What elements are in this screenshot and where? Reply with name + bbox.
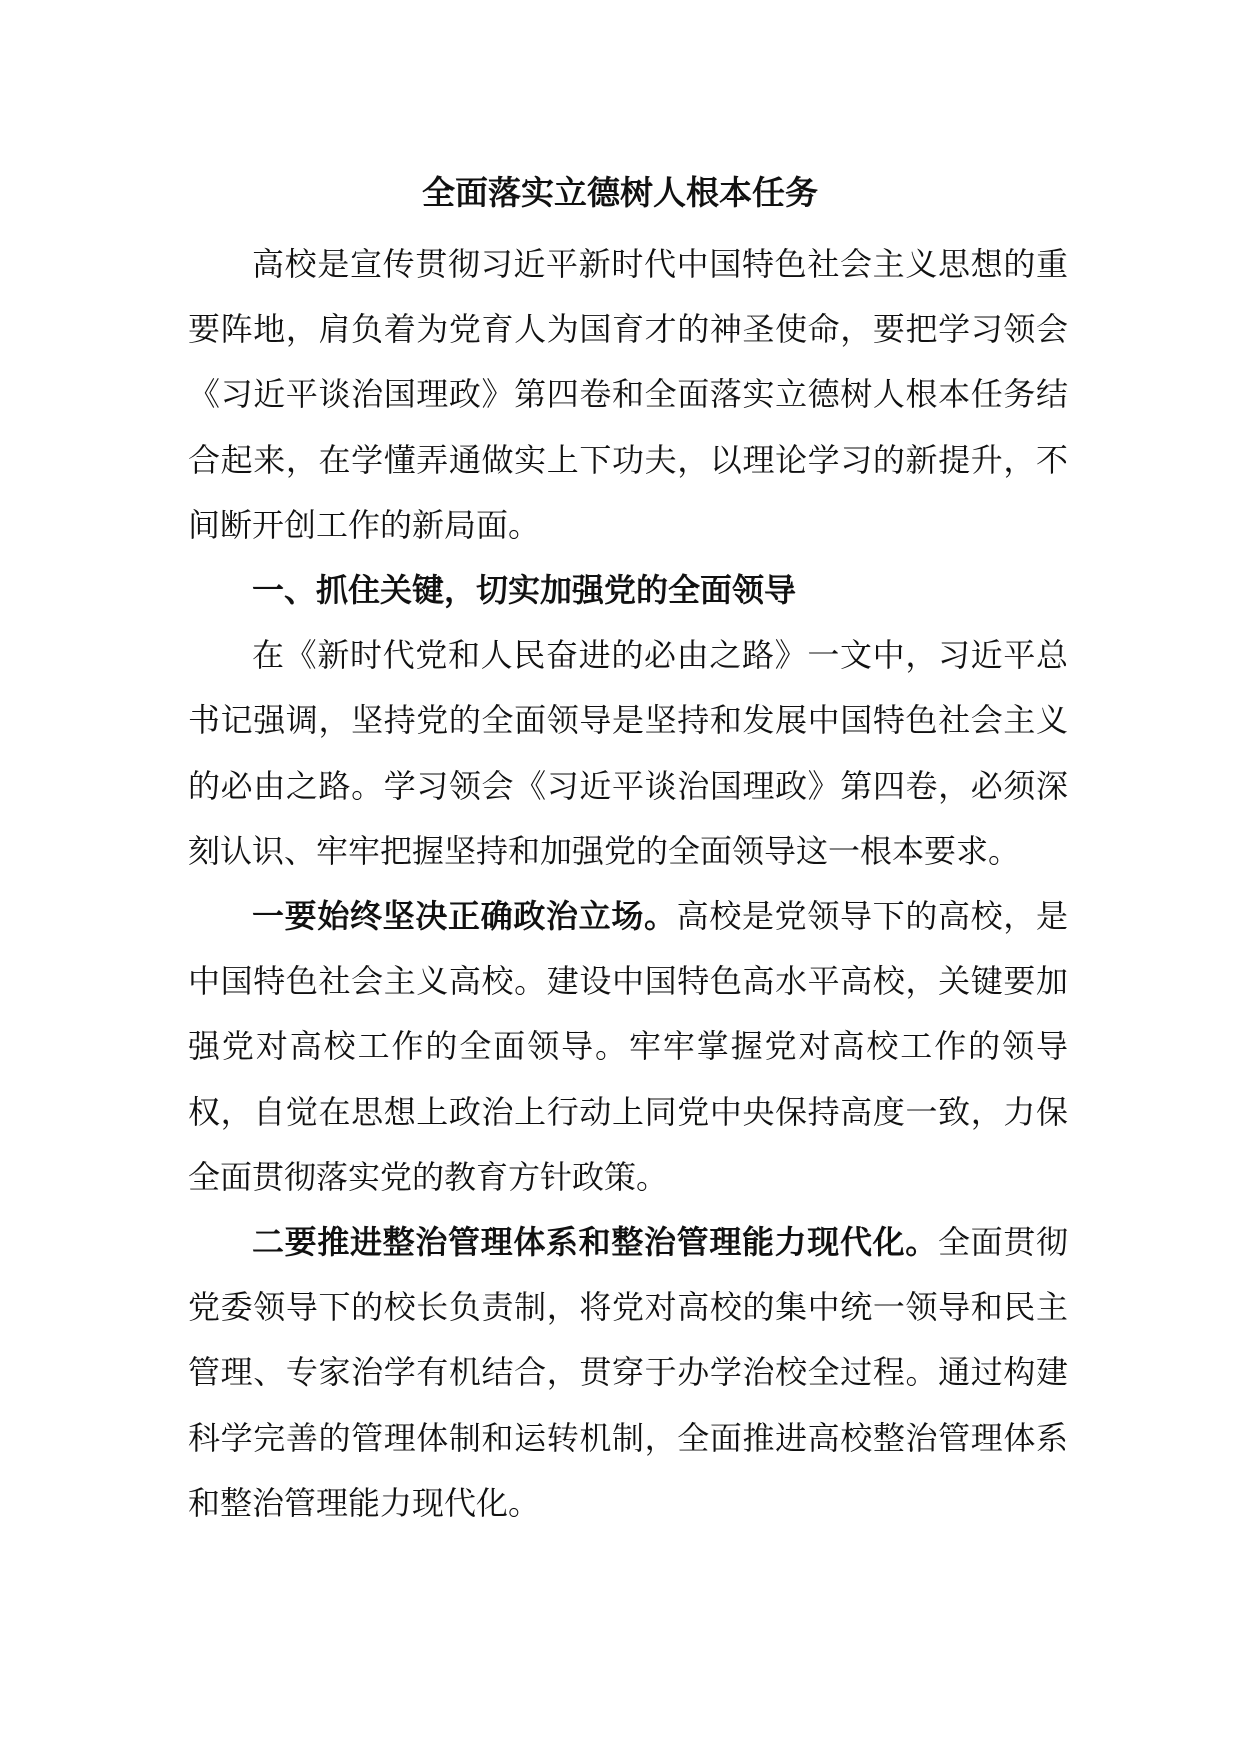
point-1-lead: 一要始终坚决正确政治立场。 bbox=[252, 897, 677, 936]
section-heading: 一、抓住关键，切实加强党的全面领导 bbox=[252, 571, 797, 610]
document-title: 全面落实立德树人根本任务 bbox=[422, 173, 818, 212]
point-paragraph-1 bbox=[188, 884, 1068, 1210]
point-1-text: 高校是党领导下的高校，是中国特色社会主义高校。建设中国特色高水平高校，关键要加强党对高校工作的全面领导。牢牢掌握党对高校工作的领导权，自觉在思想上政治上行动上同党中央保持高度一致，力保全面贯彻落实党的教育方针政策。 bbox=[188, 897, 1068, 1196]
section-paragraph: 在《新时代党和人民奋进的必由之路》一文中，习近平总书记强调，坚持党的全面领导是坚持和发展中国特色社会主义的必由之路。学习领会《习近平谈治国理政》第四卷，必须深刻认识、牢牢把握坚持和加强党的全面领导这一根本要求。 bbox=[188, 636, 1068, 870]
point-2-text: 全面贯彻党委领导下的校长负责制，将党对高校的集中统一领导和民主管理、专家治学有机结合，贯穿于办学治校全过程。通过构建科学完善的管理体制和运转机制，全面推进高校整治管理体系和整治管理能力现代化。 bbox=[188, 1223, 1068, 1522]
document-body bbox=[188, 232, 1068, 1536]
intro-paragraph: 高校是宣传贯彻习近平新时代中国特色社会主义思想的重要阵地，肩负着为党育人为国育才的神圣使命，要把学习领会《习近平谈治国理政》第四卷和全面落实立德树人根本任务结合起来，在学懂弄通做实上下功夫，以理论学习的新提升，不间断开创工作的新局面。 bbox=[188, 245, 1068, 544]
point-paragraph-2 bbox=[188, 1210, 1068, 1536]
point-2-lead: 二要推进整治管理体系和整治管理能力现代化。 bbox=[252, 1223, 938, 1262]
